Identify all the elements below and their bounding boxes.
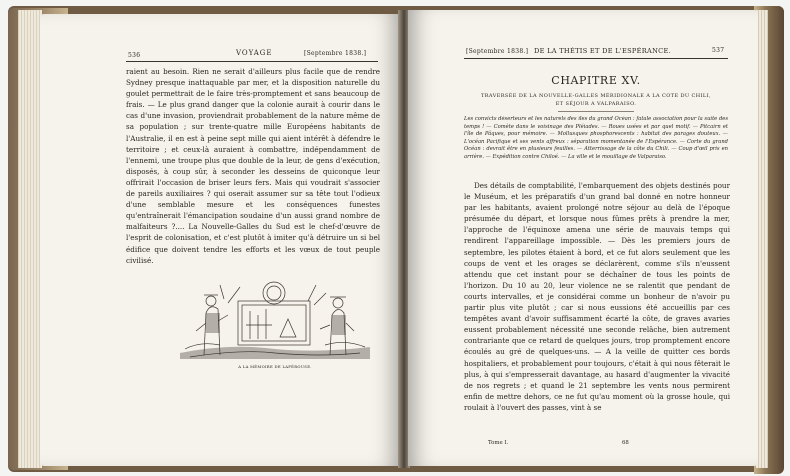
right-header-rule [464,58,728,59]
right-header-date: [Septembre 1838.] [466,48,529,55]
left-header-date: [Septembre 1838.] [304,50,367,57]
chapter-subtitle-line-1: TRAVERSÉE DE LA NOUVELLE-GALLES MÉRIDIONALE A LA COTE DU CHILI, [481,93,711,99]
right-body-text [464,180,730,434]
right-paragraph: Des détails de comptabilité, l'embarquement des objets destinés pour le Muséum, et les préparatifs d'un grand bal donné en notre honneur par les habitants, avaient prolongé notre séjour au delà de l'époque présumée du départ, et lorsque nous fûmes prêts à prendre la mer, l'approche de l'équinoxe amena une série de mauvais temps qui rendirent l'appareillage impossible. — Dès les premiers jours de septembre, les pilotes étaient à bord, et ce fut alors seulement que les coups de vent et les orages se déclarèrent, comme s'ils n'eussent attendu que cet instant pour se déchaîner de tous les points de l'horizon. Du 10 au 20, leur violence ne se ralentit que pendant de courts intervalles, et je considérai comme un bonheur de n'avoir pu partir plus vite plutôt ; car si nous eussions été accueillis par ces tempêtes avant d'avoir suffisamment écarté la côte, de graves avaries eussent probablement nécessité une seconde relâche, bien autrement contrariante que ce retard de quelques jours, trop promptement encore écoulés au gré de quelques-uns. — A la veille de quitter ces bords hospitaliers, et probablement pour toujours, c'était à qui nous fêterait le plus, à qui s'empresserait davantage, au hasard d'augmenter la vivacité de nos regrets ; et quand le 21 septembre les vents nous permirent enfin de mettre dehors, ce ne fut qu'au moment où la grosse houle, qui roulait à l'ouvert des passes, vint à se [464,181,730,412]
lapérouse-memorial-engraving [180,279,370,359]
left-paragraph: raient au besoin. Rien ne serait d'ailleurs plus facile que de rendre Sydney presque inattaquable par mer, et la disposition naturelle du goulet permettrait de le faire très-promptement et sans beaucoup de frais. — Le plus grand danger que la colonie aurait à courir dans le cas d'une invasion, proviendrait probablement de la nature même de sa population ; sur trente-quatre mille Européens habitants de l'Australie, il en est à peine sept mille qui aient intérêt à défendre le territoire ; et ceux-là auraient à combattre, indépendamment de l'ennemi, une troupe plus que double de la leur, de gens d'exécution, disposés, à coup sûr, à seconder les desseins de quiconque leur offrirait l'occasion de briser leurs fers. Mais qui voudrait s'associer de pareils auxiliaires ? qui oserait assumer sur sa tête tout l'odieux d'une semblable mesure et les conséquences funestes qu'entraînerait l'émancipation soudaine d'un aussi grand nombre de malfaiteurs ?.... La Nouvelle-Galles du Sud est le chef-d'œuvre de l'esprit de colonisation, et c'est plutôt à imiter qu'à détruire un si bel édifice que doivent tendre les efforts et les vœux de tout peuple civilisé. [126,67,380,265]
chapter-divider [558,111,634,112]
footer-signature: 68 [622,440,629,446]
left-page [40,14,400,466]
engraving-caption: A LA MÉMOIRE DE LAPÉROUSE. [238,364,312,369]
left-page-number: 536 [128,52,141,59]
right-page-number: 537 [712,47,725,54]
chapter-summary: Les convicts déserteurs et les naturels des îles du grand Océan : fatale association pour la suite des temps ! — Comète dans le voisinage des Pléiades. — Roues usées et par quel motif. — Pitcairn et l'île de Pâques, pour mémoire. — Mollusques phosphorescents : habitat des parages douteux. — L'océan Pacifique et ses vents affreux : séparation momentanée de l'Espérance. — Corte du grand Océan : devrait être en plusieurs feuilles. — Atterrissage de la côte du Chili. — Coup d'œil pris en arrière. — Expédition contre Chiloé. — La ville et le mouillage de Valparaiso. [464,116,728,160]
right-page [408,10,758,466]
right-running-head: DE LA THÉTIS ET DE L'ESPÉRANCE. [534,47,672,55]
footer-volume: Tome I. [488,440,509,446]
chapter-subtitle-line-2: ET SÉJOUR A VALPARAISO. [555,101,637,107]
left-body-text [126,66,380,266]
left-running-head: VOYAGE [236,49,273,57]
left-header-rule [126,61,378,62]
page-edges-left [18,10,42,468]
chapter-title: CHAPITRE XV. [551,74,641,87]
